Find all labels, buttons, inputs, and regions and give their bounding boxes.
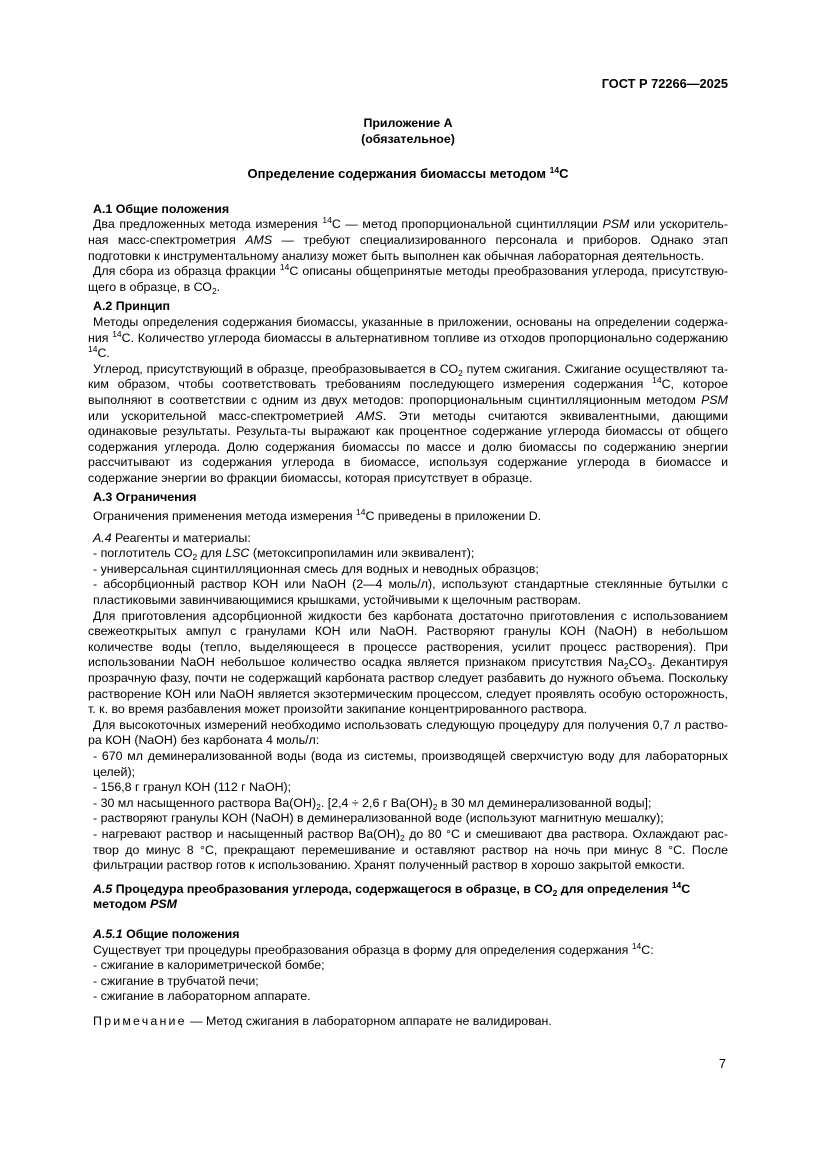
appendix-status: (обязательное) xyxy=(361,131,455,146)
section-a2-paragraph-1: Методы определения содержания биомассы, указанные в приложении, основаны на определении содержа-ния $^{14}$С. Количество углерода биомассы в альтернативном топливе из отходов пропорционально содержанию $^{14}$С. xyxy=(88,314,728,361)
list-item: - сжигание в калориметрической бомбе; xyxy=(93,958,325,973)
list-item: - нагревают раствор и насыщенный раствор $Ba(OH)_2$ до 80 °С и смешивают два раствора. Охлаждают рас-твор до минус 8 °С, прекращают перемешивание и оставляют раствор на ночь при минус 8 °С. После фильтрации раствор готов к использованию. Хранят полученный раствор в хорошо закрытой емкости. xyxy=(93,826,729,873)
section-a1-paragraph-1: Два предложенных метода измерения $^{14}$С — метод пропорциональной сцинтилляции PSM или ускоритель-ная масс-спектрометрия AMS — требуют специализированного персонала и приборов. Однако этап подготовки к инструментальному анализу может быть выполнен как обычная лабораторная деятельность. xyxy=(88,215,728,263)
appendix-title: Приложение А xyxy=(363,116,453,130)
note-text: — Метод сжигания в лабораторном аппарате не валидирован. xyxy=(186,1013,552,1028)
list-item: - сжигание в трубчатой печи; xyxy=(93,973,259,988)
section-a1-title: А.1 Общие положения xyxy=(93,201,230,216)
section-a2-paragraph-2: Углерод, присутствующий в образце, преобразовывается в $СО_2$ путем сжигания. Сжигание осуществляют та-ким образом, чтобы соответствовать требованиям последующего измерения содержания $^{14}$С, которое выполняют в соответствии с одним из двух методов: пропорциональным сцинтилляционным методом PSM или ускорительной масс-спектрометрией AMS. Эти методы считаются эквивалентными, дающими одинаковые результаты. Результа-ты выражают как процентное содержание углерода биомассы от общего содержания углерода. Долю содержания биомассы по массе и долю биомассы по содержанию энергии рассчитывают из содержания углерода в биомассе, используя содержание углерода в биомассе и содержание энергии во фракции биомассы, которая присутствует в образце. xyxy=(88,361,728,485)
list-item: - поглотитель $СО_2$ для LSC (метоксипропиламин или эквивалент); xyxy=(93,546,475,563)
section-a4-paragraph-2: Для высокоточных измерений необходимо использовать следующую процедуру для получения 0,7 л раство-ра КОН (NaOH) без карбоната 4 моль/л: xyxy=(88,717,728,748)
note-label: Примечание xyxy=(93,1013,187,1028)
section-a3-paragraph: Ограничения применения метода измерения $^{14}$С приведены в приложении D. xyxy=(93,507,542,524)
note xyxy=(88,1014,728,1030)
list-item: - растворяют гранулы КОН (NaOH) в деминерализованной воде (используют магнитную мешалку); xyxy=(93,811,664,826)
document-body xyxy=(88,116,728,1029)
standard-id: ГОСТ Р 72266—2025 xyxy=(601,76,728,91)
section-a4-title: А.4 Реагенты и материалы: xyxy=(93,530,251,545)
section-a3-title: А.3 Ограничения xyxy=(93,490,197,505)
list-item: - 670 мл деминерализованной воды (вода из системы, производящей сверхчистую воду для лабораторных целей); xyxy=(93,748,728,779)
list-item: - 30 мл насыщенного раствора $Ba(OH)_2$. [2,4 ÷ 2,6 г $Ba(OH)_2$ в 30 мл деминерализованной воды]; xyxy=(93,795,652,812)
section-a51-title: А.5.1 Общие положения xyxy=(93,926,240,941)
appendix-heading: Определение содержания биомассы методом $^{14}$С xyxy=(247,165,569,182)
section-a2-title: А.2 Принцип xyxy=(93,299,171,314)
list-item: - сжигание в лабораторном аппарате. xyxy=(93,989,311,1004)
page-number: 7 xyxy=(718,1056,726,1071)
list-item: - 156,8 г гранул КОН (112 г NaOH); xyxy=(93,780,292,795)
list-item: - абсорбционный раствор КОН или NaOH (2—4 моль/л), используют стандартные стеклянные бутылки с пластиковыми завинчивающимися крышками, устойчивыми к щелочным растворам. xyxy=(93,577,728,608)
list-item: - универсальная сцинтилляционная смесь для водных и неводных образцов; xyxy=(93,561,539,576)
section-a51-paragraph: Существует три процедуры преобразования образца в форму для определения содержания $^{14}$С: xyxy=(93,940,654,957)
section-a4-paragraph-1: Для приготовления адсорбционной жидкости без карбоната достаточно приготовления с использованием свежеоткрытых ампул с гранулами КОН или NaOH. Растворяют гранулы КОН (NaOH) в небольшом количестве воды (тепло, выделяющееся в процессе растворения, усилит процесс растворения). При использовании NaOH небольшое количество осадка является признаком присутствия $Na_2CO_3$. Декантируя прозрачную фазу, почти не содержащий карбоната раствор следует разбавить до нужного объема. Поскольку растворение КОН или NaOH является экзотермическим процессом, следует проявлять особую осторожность, т. к. во время разбавления может произойти закипание концентрированного раствора. xyxy=(88,608,728,717)
section-a1-paragraph-2: Для сбора из образца фракции $^{14}$С описаны общепринятые методы преобразования углерода, присутствую-щего в образце, в $СО_2$. xyxy=(88,262,728,296)
section-a5-title: А.5 Процедура преобразования углерода, содержащегося в образце, в $СО_2$ для определения $^{14}$С методом PSM xyxy=(93,879,691,912)
